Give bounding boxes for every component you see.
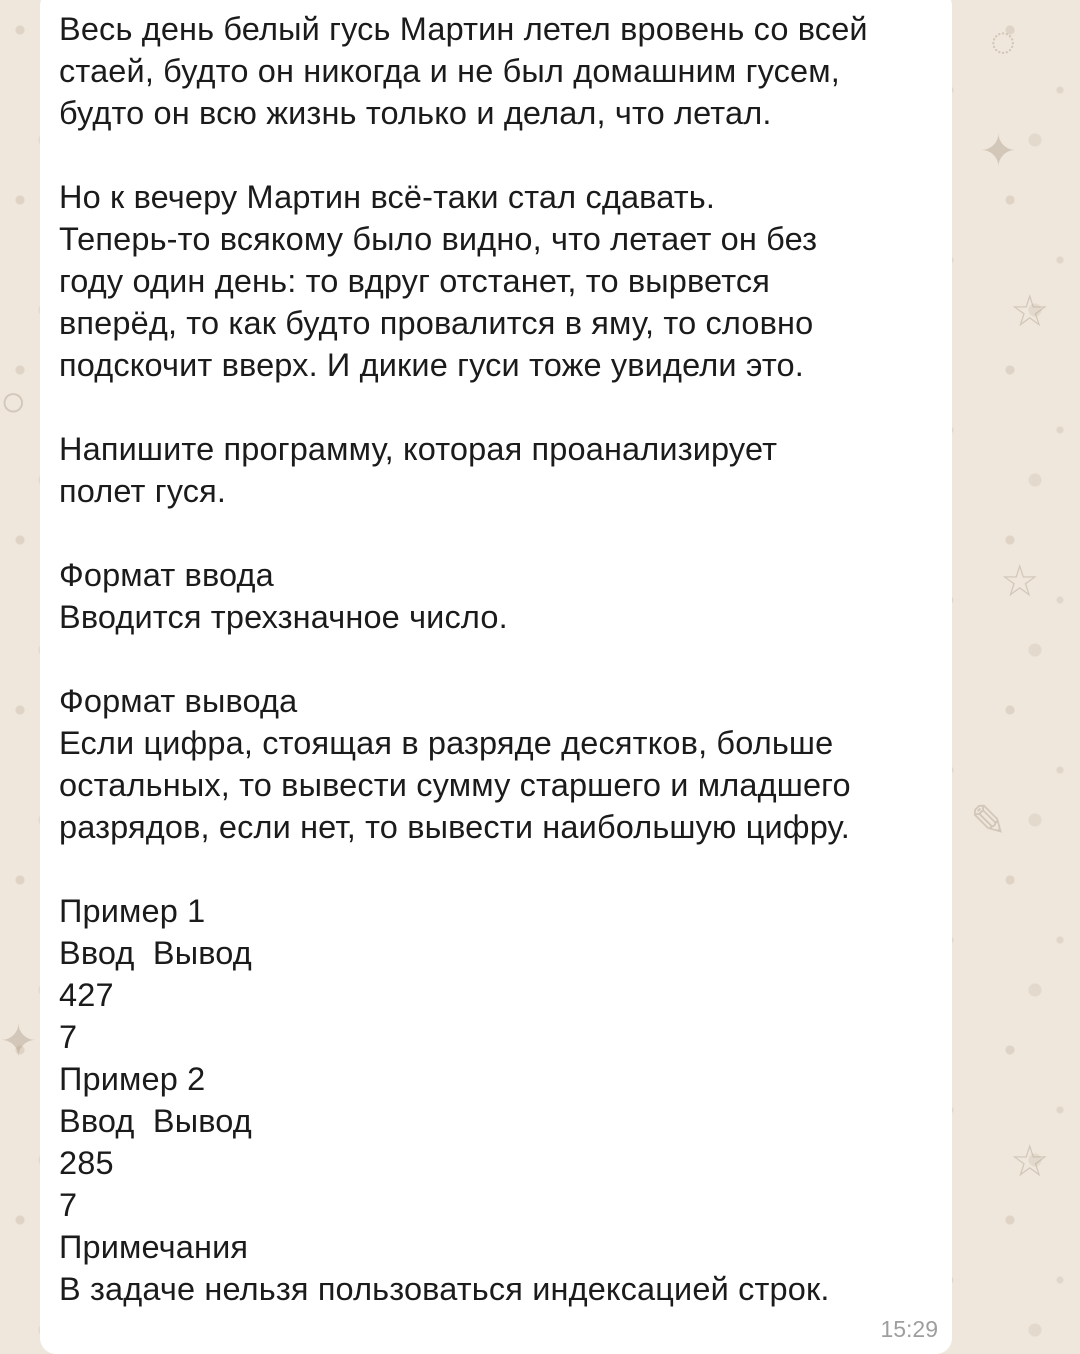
message-line: подскочит вверх. И дикие гуси тоже увидели это.	[59, 347, 804, 383]
message-line: году один день: то вдруг отстанет, то вырвется	[59, 263, 771, 299]
paragraph-gap	[59, 848, 932, 890]
message-line: Пример 2	[59, 1061, 206, 1097]
message-line: Пример 1	[59, 893, 206, 929]
paragraph-gap	[59, 134, 932, 176]
message-text	[59, 8, 932, 1310]
paragraph-gap	[59, 386, 932, 428]
message-line: Ввод Вывод	[59, 1103, 252, 1139]
message-time: 15:29	[880, 1316, 938, 1342]
message-line: Ввод Вывод	[59, 935, 252, 971]
message-line: 427	[59, 977, 114, 1013]
star-doodle-icon: ☆	[1010, 287, 1050, 336]
message-line: Если цифра, стоящая в разряде десятков, больше	[59, 725, 834, 761]
message-line: вперёд, то как будто провалится в яму, то словно	[59, 305, 814, 341]
paragraph-gap	[59, 512, 932, 554]
message-line: Весь день белый гусь Мартин летел вровень со всей	[59, 11, 868, 47]
message-line: остальных, то вывести сумму старшего и младшего	[59, 767, 851, 803]
message-line: Теперь-то всякому было видно, что летает он без	[59, 221, 818, 257]
message-line: Примечания	[59, 1229, 249, 1265]
star-doodle-icon: ☆	[1000, 557, 1040, 606]
message-line: Вводится трехзначное число.	[59, 599, 508, 635]
message-line: Формат ввода	[59, 557, 274, 593]
message-line: Но к вечеру Мартин всё-таки стал сдавать.	[59, 179, 716, 215]
planet-doodle-icon: ◌	[990, 17, 1017, 66]
star-doodle-icon: ✦	[0, 1017, 37, 1066]
message-line: 7	[59, 1187, 78, 1223]
star-doodle-icon: ✦	[980, 127, 1017, 176]
message-line: Напишите программу, которая проанализирует	[59, 431, 778, 467]
circle-doodle-icon: ○	[0, 377, 27, 426]
message-line: В задаче нельзя пользоваться индексацией строк.	[59, 1271, 830, 1307]
star-doodle-icon: ☆	[1010, 1137, 1050, 1186]
message-line: полет гуся.	[59, 473, 227, 509]
message-line: Формат вывода	[59, 683, 298, 719]
pencil-doodle-icon: ✎	[970, 797, 1007, 846]
message-bubble[interactable]	[40, 0, 952, 1354]
message-line: 7	[59, 1019, 78, 1055]
message-line: разрядов, если нет, то вывести наибольшую цифру.	[59, 809, 850, 845]
message-line: стаей, будто он никогда и не был домашним гусем,	[59, 53, 840, 89]
message-line: будто он всю жизнь только и делал, что летал.	[59, 95, 772, 131]
paragraph-gap	[59, 638, 932, 680]
message-line: 285	[59, 1145, 114, 1181]
